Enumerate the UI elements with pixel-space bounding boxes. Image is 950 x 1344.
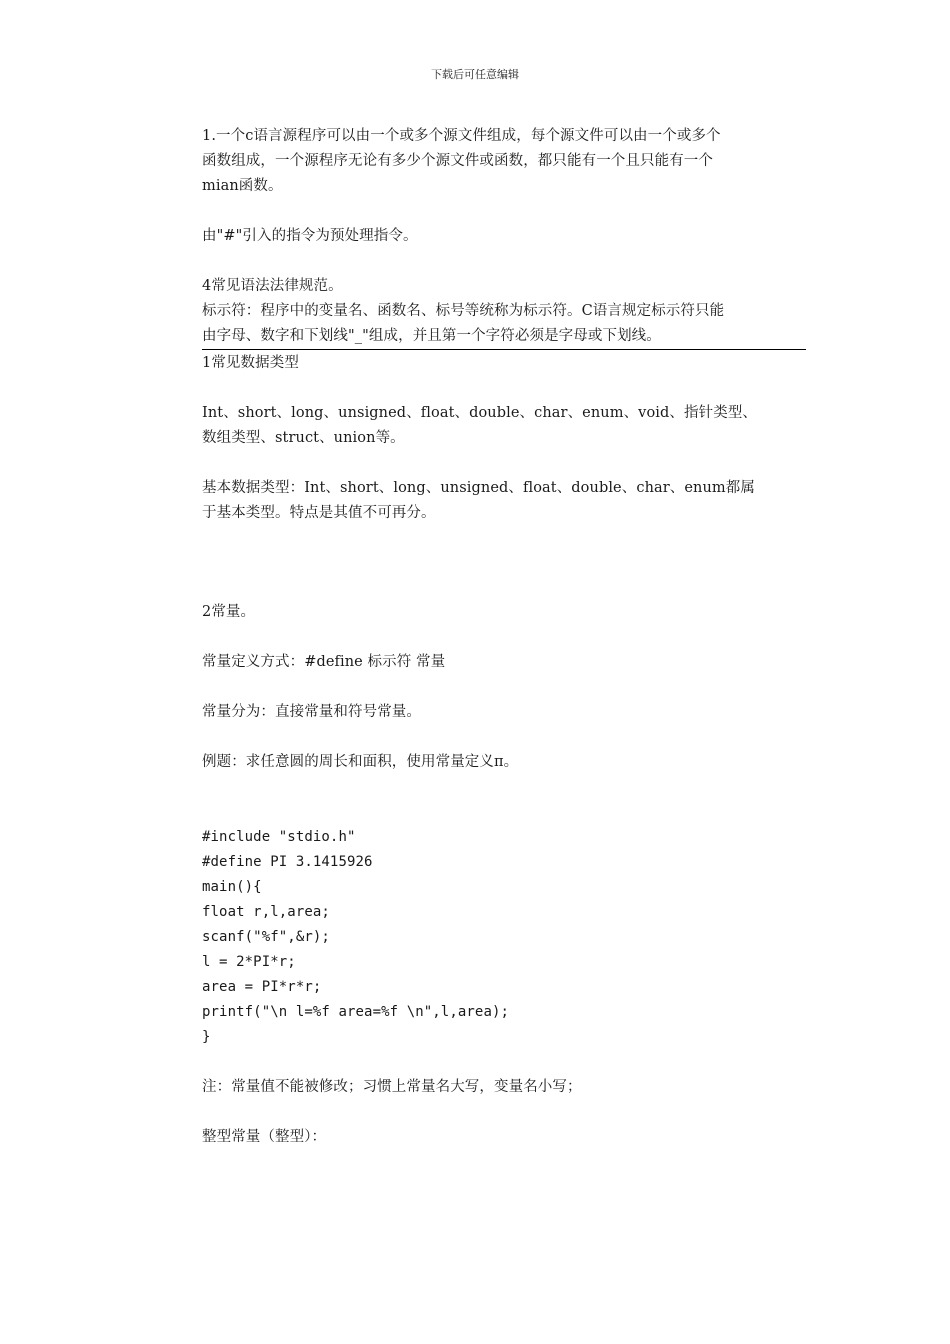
code-line: l = 2*PI*r;	[202, 954, 296, 970]
section-divider	[202, 349, 806, 350]
constants-heading: 2常量。	[202, 604, 256, 620]
code-line: }	[202, 1029, 211, 1045]
integer-constant-heading: 整型常量（整型）：	[202, 1129, 327, 1145]
intro-line-1: 1.一个c语言源程序可以由一个或多个源文件组成，每个源文件可以由一个或多个	[202, 128, 721, 144]
basic-types-line-1: 基本数据类型：Int、short、long、unsigned、float、double、char、enum都属	[202, 480, 755, 496]
code-line: float r,l,area;	[202, 904, 330, 920]
syntax-heading: 4常见语法法律规范。	[202, 278, 343, 294]
code-line: main(){	[202, 879, 262, 895]
code-line: #include "stdio.h"	[202, 829, 356, 845]
intro-line-3: mian函数。	[202, 178, 283, 194]
example-line: 例题：求任意圆的周长和面积，使用常量定义π。	[202, 754, 519, 770]
code-line: #define PI 3.1415926	[202, 854, 373, 870]
identifier-line-1: 标示符：程序中的变量名、函数名、标号等统称为标示符。C语言规定标示符只能	[202, 303, 725, 319]
code-line: printf("\n l=%f area=%f \n",l,area);	[202, 1004, 510, 1020]
code-line: area = PI*r*r;	[202, 979, 322, 995]
constant-kinds-line: 常量分为：直接常量和符号常量。	[202, 704, 421, 720]
page-header: 下载后可任意编辑	[431, 68, 519, 81]
identifier-line-2: 由字母、数字和下划线"_"组成，并且第一个字符必须是字母或下划线。	[202, 328, 661, 344]
datatypes-heading: 1常见数据类型	[202, 355, 299, 371]
preprocess-line: 由"#"引入的指令为预处理指令。	[202, 228, 418, 244]
constant-define-line: 常量定义方式：#define 标示符 常量	[202, 654, 446, 670]
datatypes-list-line-2: 数组类型、struct、union等。	[202, 430, 405, 446]
datatypes-list-line-1: Int、short、long、unsigned、float、double、char、enum、void、指针类型、	[202, 405, 758, 421]
intro-line-2: 函数组成，一个源程序无论有多少个源文件或函数，都只能有一个且只能有一个	[202, 153, 713, 169]
note-line: 注：常量值不能被修改；习惯上常量名大写，变量名小写；	[202, 1079, 582, 1095]
basic-types-line-2: 于基本类型。特点是其值不可再分。	[202, 505, 436, 521]
code-line: scanf("%f",&r);	[202, 929, 330, 945]
